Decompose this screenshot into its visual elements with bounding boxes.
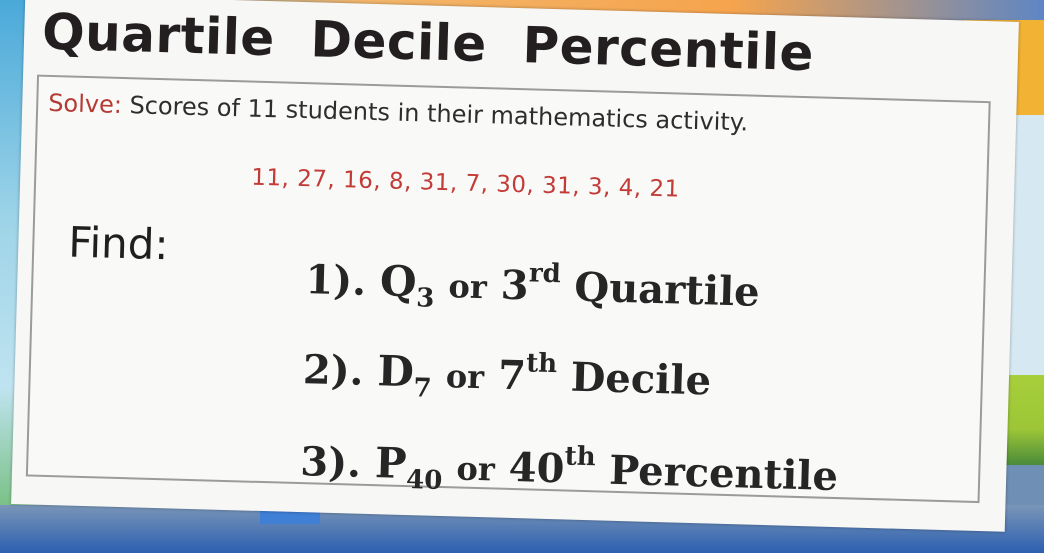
item-subscript: 7 <box>413 373 433 404</box>
item-or: or <box>456 449 496 489</box>
item-symbol: P <box>374 438 408 489</box>
item-name: Percentile <box>608 446 839 501</box>
find-label: Find: <box>67 217 170 270</box>
find-item-decile <box>302 342 983 419</box>
item-or: or <box>448 267 488 307</box>
item-number: 3). <box>299 438 362 487</box>
slide-title: Quartile Decile Percentile <box>41 2 815 83</box>
problem-panel <box>26 75 991 503</box>
item-ordinal: 7 <box>497 351 527 400</box>
item-ordinal: 40 <box>508 443 566 493</box>
item-name: Decile <box>570 353 712 405</box>
item-ordinal: 3 <box>500 261 530 310</box>
item-superscript: th <box>564 441 597 473</box>
slide-board <box>11 0 1019 532</box>
solve-label: Solve: <box>47 88 123 119</box>
item-symbol: D <box>376 346 415 397</box>
problem-text: Scores of 11 students in their mathematics activity. <box>129 91 749 137</box>
find-item-percentile <box>300 434 981 511</box>
item-or: or <box>445 357 485 397</box>
item-subscript: 3 <box>415 283 435 314</box>
item-superscript: rd <box>528 258 562 290</box>
find-item-quartile <box>305 252 986 329</box>
item-symbol: Q <box>379 256 418 307</box>
item-superscript: th <box>525 348 558 380</box>
item-number: 2). <box>302 346 365 395</box>
problem-statement <box>48 89 978 143</box>
scores-list: 11, 27, 16, 8, 31, 7, 30, 31, 3, 4, 21 <box>250 164 681 203</box>
item-name: Quartile <box>573 263 761 316</box>
item-subscript: 40 <box>405 465 443 497</box>
item-number: 1). <box>304 256 367 305</box>
